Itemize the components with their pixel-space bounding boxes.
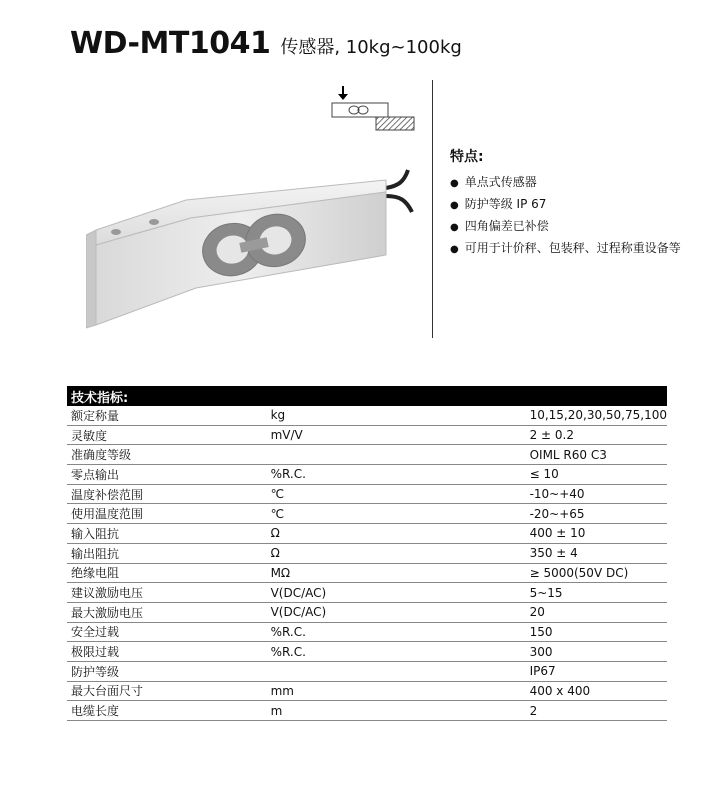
- spec-unit: ℃: [267, 484, 526, 504]
- spec-name: 建议激励电压: [67, 583, 267, 603]
- spec-header-row: [67, 386, 667, 406]
- spec-row: [67, 701, 667, 721]
- spec-unit: %R.C.: [267, 622, 526, 642]
- spec-unit: V(DC/AC): [267, 602, 526, 622]
- feature-item: ● 四角偏差已补偿: [450, 216, 681, 238]
- spec-value: OIML R60 C3: [526, 445, 667, 465]
- spec-row: [67, 642, 667, 662]
- spec-name: 使用温度范围: [67, 504, 267, 524]
- spec-unit: ℃: [267, 504, 526, 524]
- spec-row: [67, 661, 667, 681]
- divider-line: [432, 80, 433, 338]
- spec-row: [67, 583, 667, 603]
- spec-row: [67, 563, 667, 583]
- spec-name: 温度补偿范围: [67, 484, 267, 504]
- spec-name: 灵敏度: [67, 425, 267, 445]
- features-title: 特点:: [450, 149, 484, 165]
- load-arrow-icon: [338, 86, 348, 100]
- spec-value: ≤ 10: [526, 465, 667, 485]
- feature-item: ● 防护等级 IP 67: [450, 194, 681, 216]
- spec-name: 输入阻抗: [67, 524, 267, 544]
- spec-value: 2: [526, 701, 667, 721]
- spec-name: 准确度等级: [67, 445, 267, 465]
- spec-name: 最大台面尺寸: [67, 681, 267, 701]
- features-section: [450, 146, 681, 260]
- features-list: [450, 172, 681, 260]
- spec-value: 300: [526, 642, 667, 662]
- spec-table: [67, 386, 667, 721]
- load-cell-photo: [86, 160, 416, 335]
- spec-name: 安全过载: [67, 622, 267, 642]
- product-subtitle: 传感器, 10kg~100kg: [280, 37, 462, 58]
- spec-row: [67, 543, 667, 563]
- spec-value: 20: [526, 602, 667, 622]
- spec-row: [67, 406, 667, 425]
- feature-item: ● 单点式传感器: [450, 172, 681, 194]
- mounting-diagram: [330, 86, 420, 136]
- spec-value: 400 x 400: [526, 681, 667, 701]
- spec-unit: kg: [267, 406, 526, 425]
- spec-row: [67, 524, 667, 544]
- spec-unit: Ω: [267, 524, 526, 544]
- feature-item: ● 可用于计价秤、包装秤、过程称重设备等: [450, 238, 681, 260]
- spec-value: 150: [526, 622, 667, 642]
- spec-name: 额定称量: [67, 406, 267, 425]
- spec-row: [67, 504, 667, 524]
- spec-unit: %R.C.: [267, 465, 526, 485]
- spec-unit: mV/V: [267, 425, 526, 445]
- spec-name: 零点输出: [67, 465, 267, 485]
- spec-unit: [267, 445, 526, 465]
- spec-value: -20~+65: [526, 504, 667, 524]
- spec-value: IP67: [526, 661, 667, 681]
- spec-row: [67, 622, 667, 642]
- spec-name: 电缆长度: [67, 701, 267, 721]
- spec-name: 防护等级: [67, 661, 267, 681]
- spec-row: [67, 465, 667, 485]
- spec-row: [67, 602, 667, 622]
- spec-value: ≥ 5000(50V DC): [526, 563, 667, 583]
- spec-table-title: 技术指标:: [67, 386, 667, 406]
- page-header: [70, 26, 462, 61]
- spec-unit: mm: [267, 681, 526, 701]
- spec-unit: MΩ: [267, 563, 526, 583]
- spec-name: 最大激励电压: [67, 602, 267, 622]
- spec-value: 5~15: [526, 583, 667, 603]
- spec-name: 输出阻抗: [67, 543, 267, 563]
- spec-unit: [267, 661, 526, 681]
- spec-value: 10,15,20,30,50,75,100: [526, 406, 667, 425]
- spec-row: [67, 425, 667, 445]
- spec-name: 极限过载: [67, 642, 267, 662]
- spec-unit: %R.C.: [267, 642, 526, 662]
- spec-unit: Ω: [267, 543, 526, 563]
- spec-value: 2 ± 0.2: [526, 425, 667, 445]
- spec-value: -10~+40: [526, 484, 667, 504]
- spec-value: 400 ± 10: [526, 524, 667, 544]
- spec-value: 350 ± 4: [526, 543, 667, 563]
- spec-name: 绝缘电阻: [67, 563, 267, 583]
- spec-row: [67, 445, 667, 465]
- spec-unit: m: [267, 701, 526, 721]
- spec-row: [67, 484, 667, 504]
- spec-row: [67, 681, 667, 701]
- model-name: WD-MT1041: [70, 26, 271, 61]
- spec-unit: V(DC/AC): [267, 583, 526, 603]
